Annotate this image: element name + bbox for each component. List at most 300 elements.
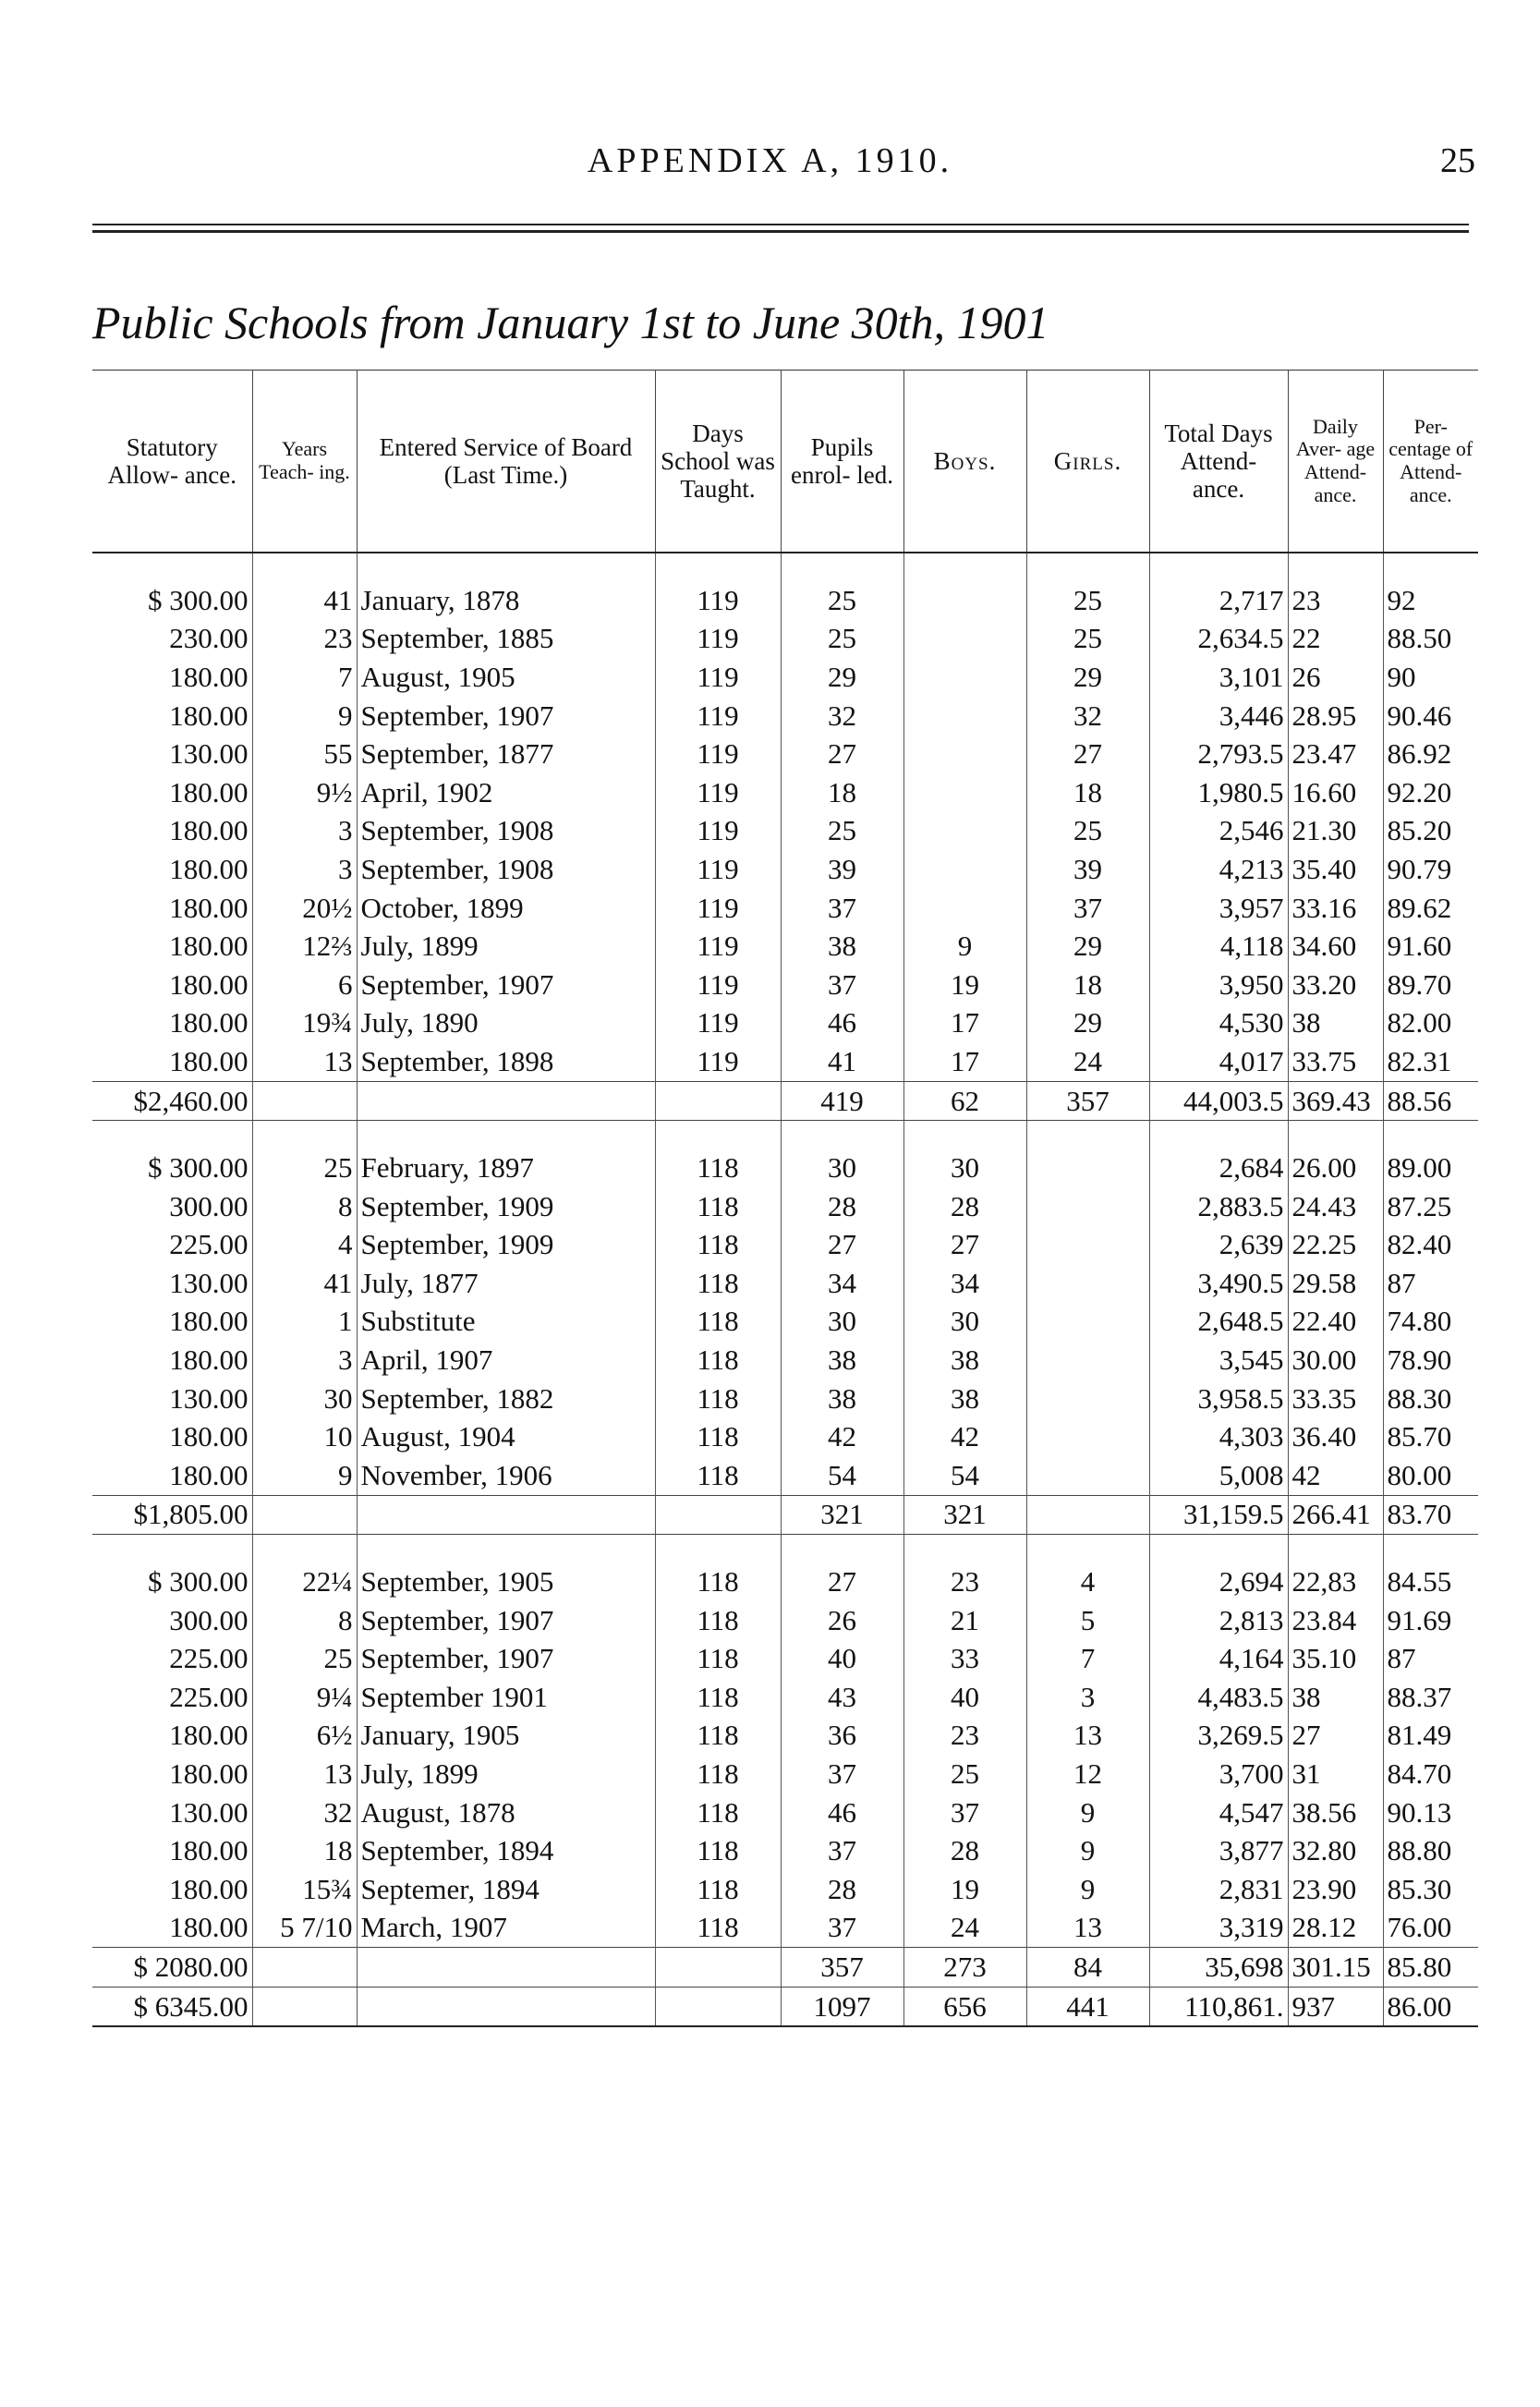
cell-girls (1026, 1380, 1149, 1418)
cell-years: 13 (252, 1042, 357, 1081)
cell-total: 2,546 (1149, 812, 1288, 851)
cell-pupils: 419 (781, 1081, 903, 1121)
cell-girls: 24 (1026, 1042, 1149, 1081)
spacer-cell (252, 1121, 357, 1149)
cell-total: 35,698 (1149, 1948, 1288, 1988)
cell-days: 118 (655, 1909, 781, 1948)
table-row (92, 1870, 1478, 1909)
cell-entered: September, 1907 (357, 1639, 655, 1678)
cell-days: 118 (655, 1562, 781, 1601)
cell-days: 118 (655, 1793, 781, 1832)
group-total-row (92, 1081, 1478, 1121)
cell-boys: 21 (903, 1601, 1026, 1640)
cell-entered (357, 1948, 655, 1988)
cell-entered: September, 1885 (357, 620, 655, 659)
cell-girls: 9 (1026, 1870, 1149, 1909)
cell-days: 119 (655, 735, 781, 773)
cell-total: 3,319 (1149, 1909, 1288, 1948)
cell-boys: 33 (903, 1639, 1026, 1678)
cell-girls: 39 (1026, 850, 1149, 889)
cell-pct: 82.40 (1383, 1226, 1478, 1265)
cell-avg: 28.12 (1288, 1909, 1383, 1948)
spacer-cell (1149, 1535, 1288, 1563)
cell-pupils: 41 (781, 1042, 903, 1081)
cell-avg: 22 (1288, 620, 1383, 659)
cell-days: 119 (655, 812, 781, 851)
cell-avg: 28.95 (1288, 697, 1383, 735)
cell-pupils: 28 (781, 1870, 903, 1909)
cell-total: 3,446 (1149, 697, 1288, 735)
cell-pct: 87 (1383, 1639, 1478, 1678)
spacer-cell (655, 1121, 781, 1149)
cell-years: 8 (252, 1601, 357, 1640)
cell-years (252, 1987, 357, 2026)
cell-entered: July, 1899 (357, 1755, 655, 1793)
cell-girls (1026, 1226, 1149, 1265)
cell-girls: 18 (1026, 773, 1149, 812)
cell-entered: July, 1877 (357, 1264, 655, 1303)
cell-boys: 28 (903, 1187, 1026, 1226)
cell-entered: January, 1878 (357, 581, 655, 620)
cell-boys: 23 (903, 1562, 1026, 1601)
cell-avg: 27 (1288, 1717, 1383, 1756)
cell-pct: 88.50 (1383, 620, 1478, 659)
cell-avg: 33.35 (1288, 1380, 1383, 1418)
cell-pct: 92.20 (1383, 773, 1478, 812)
cell-total: 4,303 (1149, 1417, 1288, 1456)
cell-years: 3 (252, 812, 357, 851)
table-row (92, 1417, 1478, 1456)
cell-entered: July, 1890 (357, 1004, 655, 1043)
cell-days: 119 (655, 1004, 781, 1043)
cell-avg: 21.30 (1288, 812, 1383, 851)
cell-entered: September, 1894 (357, 1831, 655, 1870)
cell-pupils: 321 (781, 1495, 903, 1535)
cell-avg: 23.84 (1288, 1601, 1383, 1640)
cell-girls (1026, 1264, 1149, 1303)
cell-years: 20½ (252, 889, 357, 928)
cell-years: 6½ (252, 1717, 357, 1756)
cell-days (655, 1495, 781, 1535)
cell-allowance: 130.00 (169, 1795, 249, 1829)
cell-years (252, 1081, 357, 1121)
cell-entered (357, 1495, 655, 1535)
cell-pct: 80.00 (1383, 1456, 1478, 1495)
cell-boys (903, 850, 1026, 889)
table-row (92, 735, 1478, 773)
cell-boys: 321 (903, 1495, 1026, 1535)
cell-pct: 86.92 (1383, 735, 1478, 773)
spacer-cell (357, 1535, 655, 1563)
spacer-cell (92, 1121, 252, 1149)
table-row (92, 697, 1478, 735)
cell-days: 118 (655, 1456, 781, 1495)
cell-girls: 84 (1026, 1948, 1149, 1988)
cell-pct: 84.55 (1383, 1562, 1478, 1601)
table-row (92, 1562, 1478, 1601)
spacer-cell (1383, 1535, 1478, 1563)
cell-girls: 9 (1026, 1831, 1149, 1870)
cell-boys (903, 658, 1026, 697)
cell-years: 30 (252, 1380, 357, 1418)
cell-days: 118 (655, 1149, 781, 1187)
cell-boys: 24 (903, 1909, 1026, 1948)
cell-days: 118 (655, 1717, 781, 1756)
spacer-cell (252, 1535, 357, 1563)
cell-entered: September, 1907 (357, 966, 655, 1004)
cell-pct: 86.00 (1383, 1987, 1478, 2026)
cell-avg: 301.15 (1288, 1948, 1383, 1988)
cell-boys: 19 (903, 966, 1026, 1004)
spacer-cell (357, 1121, 655, 1149)
cell-total: 2,813 (1149, 1601, 1288, 1640)
cell-avg: 35.40 (1288, 850, 1383, 889)
header-rule (92, 224, 1469, 225)
cell-pupils: 37 (781, 1909, 903, 1948)
cell-years: 19¾ (252, 1004, 357, 1043)
cell-avg: 42 (1288, 1456, 1383, 1495)
cell-years: 41 (252, 1264, 357, 1303)
cell-pupils: 27 (781, 1226, 903, 1265)
cell-total: 31,159.5 (1149, 1495, 1288, 1535)
cell-allowance: 180.00 (169, 1305, 249, 1338)
table-row (92, 1678, 1478, 1717)
col-girls-label: Girls. (1053, 446, 1122, 475)
spacer-cell (655, 553, 781, 581)
cell-years: 15¾ (252, 1870, 357, 1909)
cell-entered: September, 1909 (357, 1187, 655, 1226)
cell-total: 2,883.5 (1149, 1187, 1288, 1226)
spacer-cell (781, 553, 903, 581)
cell-girls: 37 (1026, 889, 1149, 928)
cell-allowance: 230.00 (169, 622, 249, 655)
cell-pupils: 37 (781, 889, 903, 928)
cell-pupils: 25 (781, 812, 903, 851)
cell-allowance: 180.00 (169, 1006, 249, 1039)
spacer-cell (1026, 1121, 1149, 1149)
cell-avg: 22.40 (1288, 1303, 1383, 1342)
cell-entered: July, 1899 (357, 927, 655, 966)
cell-years: 3 (252, 850, 357, 889)
cell-total: 1,980.5 (1149, 773, 1288, 812)
cell-allowance: 180.00 (169, 1757, 249, 1791)
cell-entered: Septemer, 1894 (357, 1870, 655, 1909)
cell-girls: 441 (1026, 1987, 1149, 2026)
cell-avg: 32.80 (1288, 1831, 1383, 1870)
cell-pct: 90.13 (1383, 1793, 1478, 1832)
cell-years: 5 7/10 (252, 1909, 357, 1948)
cell-girls (1026, 1303, 1149, 1342)
cell-pupils: 43 (781, 1678, 903, 1717)
cell-total: 3,957 (1149, 889, 1288, 928)
cell-girls: 29 (1026, 1004, 1149, 1043)
cell-boys (903, 735, 1026, 773)
cell-boys: 54 (903, 1456, 1026, 1495)
cell-allowance: 180.00 (169, 699, 249, 732)
table-body (92, 553, 1478, 2026)
cell-pupils: 30 (781, 1149, 903, 1187)
cell-avg: 29.58 (1288, 1264, 1383, 1303)
spacer-cell (357, 553, 655, 581)
cell-boys (903, 581, 1026, 620)
table-row (92, 889, 1478, 928)
cell-total: 4,164 (1149, 1639, 1288, 1678)
group-total-row (92, 1948, 1478, 1988)
cell-pct: 78.90 (1383, 1341, 1478, 1380)
cell-pct: 88.80 (1383, 1831, 1478, 1870)
cell-allowance: $ 6345.00 (92, 1987, 252, 2026)
cell-allowance: 300.00 (169, 1603, 249, 1636)
cell-years: 1 (252, 1303, 357, 1342)
cell-girls: 5 (1026, 1601, 1149, 1640)
table-row (92, 1456, 1478, 1495)
cell-avg: 36.40 (1288, 1417, 1383, 1456)
cell-pct: 82.00 (1383, 1004, 1478, 1043)
cell-pct: 87.25 (1383, 1187, 1478, 1226)
cell-entered: February, 1897 (357, 1149, 655, 1187)
cell-days (655, 1948, 781, 1988)
cell-allowance: 130.00 (169, 737, 249, 771)
cell-allowance: 180.00 (169, 775, 249, 808)
group-spacer (92, 1121, 1478, 1149)
cell-boys: 17 (903, 1004, 1026, 1043)
cell-allowance: 300.00 (169, 1189, 249, 1222)
cell-avg: 38 (1288, 1678, 1383, 1717)
cell-boys: 40 (903, 1678, 1026, 1717)
spacer-cell (1026, 1535, 1149, 1563)
cell-days: 118 (655, 1601, 781, 1640)
cell-pct: 92 (1383, 581, 1478, 620)
cell-avg: 30.00 (1288, 1341, 1383, 1380)
cell-pupils: 38 (781, 927, 903, 966)
cell-years: 8 (252, 1187, 357, 1226)
cell-total: 44,003.5 (1149, 1081, 1288, 1121)
cell-entered: September, 1898 (357, 1042, 655, 1081)
cell-boys (903, 889, 1026, 928)
cell-days: 118 (655, 1341, 781, 1380)
cell-allowance: 180.00 (169, 1458, 249, 1491)
cell-total: 2,648.5 (1149, 1303, 1288, 1342)
cell-pupils: 36 (781, 1717, 903, 1756)
cell-pupils: 40 (781, 1639, 903, 1678)
cell-pupils: 46 (781, 1004, 903, 1043)
cell-pupils: 18 (781, 773, 903, 812)
col-boys (903, 371, 1026, 553)
cell-avg: 22.25 (1288, 1226, 1383, 1265)
cell-avg: 38.56 (1288, 1793, 1383, 1832)
table-row (92, 1601, 1478, 1640)
cell-years (252, 1948, 357, 1988)
table-row (92, 658, 1478, 697)
cell-pct: 90.79 (1383, 850, 1478, 889)
attendance-table (92, 370, 1478, 2027)
cell-girls: 13 (1026, 1909, 1149, 1948)
cell-years: 41 (252, 581, 357, 620)
running-title: APPENDIX A, 1910. (587, 141, 953, 180)
cell-avg: 24.43 (1288, 1187, 1383, 1226)
cell-days: 119 (655, 773, 781, 812)
cell-years: 18 (252, 1831, 357, 1870)
cell-girls (1026, 1456, 1149, 1495)
cell-days: 118 (655, 1303, 781, 1342)
cell-entered: April, 1902 (357, 773, 655, 812)
cell-entered: September, 1908 (357, 850, 655, 889)
cell-allowance: 225.00 (169, 1228, 249, 1261)
cell-boys: 30 (903, 1303, 1026, 1342)
cell-pct: 89.62 (1383, 889, 1478, 928)
cell-pct: 85.70 (1383, 1417, 1478, 1456)
cell-pupils: 54 (781, 1456, 903, 1495)
cell-days: 119 (655, 850, 781, 889)
cell-entered (357, 1987, 655, 2026)
cell-days: 119 (655, 581, 781, 620)
cell-boys (903, 697, 1026, 735)
cell-years: 7 (252, 658, 357, 697)
cell-avg: 26 (1288, 658, 1383, 697)
cell-years: 10 (252, 1417, 357, 1456)
cell-pupils: 32 (781, 697, 903, 735)
cell-girls: 25 (1026, 812, 1149, 851)
cell-days: 118 (655, 1678, 781, 1717)
cell-girls (1026, 1495, 1149, 1535)
cell-years: 22¼ (252, 1562, 357, 1601)
cell-allowance: 180.00 (169, 1044, 249, 1077)
cell-girls (1026, 1187, 1149, 1226)
cell-avg: 35.10 (1288, 1639, 1383, 1678)
cell-pct: 82.31 (1383, 1042, 1478, 1081)
spacer-cell (92, 553, 252, 581)
cell-pupils: 26 (781, 1601, 903, 1640)
cell-days: 118 (655, 1226, 781, 1265)
cell-entered: September, 1908 (357, 812, 655, 851)
cell-allowance: 180.00 (169, 891, 249, 924)
cell-girls: 13 (1026, 1717, 1149, 1756)
cell-boys: 30 (903, 1149, 1026, 1187)
spacer-cell (1288, 1535, 1383, 1563)
cell-total: 2,717 (1149, 581, 1288, 620)
cell-pupils: 38 (781, 1341, 903, 1380)
cell-years: 12⅔ (252, 927, 357, 966)
table-row (92, 1380, 1478, 1418)
col-allowance: Statutory Allow- ance. (107, 432, 236, 489)
cell-pupils: 357 (781, 1948, 903, 1988)
col-daily-avg: Daily Aver- age Attend- ance. (1288, 371, 1383, 553)
cell-years: 9¼ (252, 1678, 357, 1717)
cell-avg: 33.75 (1288, 1042, 1383, 1081)
cell-boys: 273 (903, 1948, 1026, 1988)
cell-entered (357, 1081, 655, 1121)
col-entered: Entered Service of Board (Last Time.) (357, 371, 655, 553)
cell-girls: 7 (1026, 1639, 1149, 1678)
cell-total: 110,861. (1149, 1987, 1288, 2026)
cell-avg: 23.47 (1288, 735, 1383, 773)
cell-pupils: 37 (781, 1831, 903, 1870)
cell-entered: March, 1907 (357, 1909, 655, 1948)
cell-years: 25 (252, 1639, 357, 1678)
cell-boys: 34 (903, 1264, 1026, 1303)
cell-days: 118 (655, 1639, 781, 1678)
spacer-cell (1383, 553, 1478, 581)
group-total-row (92, 1495, 1478, 1535)
cell-avg: 266.41 (1288, 1495, 1383, 1535)
cell-entered: September, 1907 (357, 1601, 655, 1640)
cell-allowance: 225.00 (169, 1680, 249, 1713)
cell-total: 3,545 (1149, 1341, 1288, 1380)
spacer-cell (1026, 553, 1149, 581)
cell-girls: 25 (1026, 581, 1149, 620)
cell-total: 3,101 (1149, 658, 1288, 697)
cell-total: 2,634.5 (1149, 620, 1288, 659)
cell-avg: 26.00 (1288, 1149, 1383, 1187)
cell-boys: 28 (903, 1831, 1026, 1870)
table-row (92, 1004, 1478, 1043)
spacer-cell (903, 553, 1026, 581)
cell-entered: January, 1905 (357, 1717, 655, 1756)
cell-allowance: $ 300.00 (148, 1151, 249, 1185)
cell-pupils: 39 (781, 850, 903, 889)
spacer-cell (903, 1121, 1026, 1149)
cell-avg: 31 (1288, 1755, 1383, 1793)
grand-total-row (92, 1987, 1478, 2026)
cell-pct: 89.00 (1383, 1149, 1478, 1187)
cell-entered: September, 1877 (357, 735, 655, 773)
cell-years: 13 (252, 1755, 357, 1793)
cell-boys (903, 812, 1026, 851)
cell-total: 2,639 (1149, 1226, 1288, 1265)
cell-days: 118 (655, 1831, 781, 1870)
cell-days: 119 (655, 927, 781, 966)
cell-pupils: 38 (781, 1380, 903, 1418)
cell-boys: 23 (903, 1717, 1026, 1756)
table-row (92, 773, 1478, 812)
table-row (92, 1042, 1478, 1081)
cell-allowance: 180.00 (169, 660, 249, 693)
header-rule-thick (92, 230, 1469, 233)
cell-pct: 90.46 (1383, 697, 1478, 735)
cell-total: 5,008 (1149, 1456, 1288, 1495)
cell-allowance: 180.00 (169, 1343, 249, 1377)
spacer-cell (1288, 553, 1383, 581)
cell-total: 4,118 (1149, 927, 1288, 966)
table-row (92, 1149, 1478, 1187)
cell-entered: August, 1878 (357, 1793, 655, 1832)
cell-years: 55 (252, 735, 357, 773)
cell-total: 2,694 (1149, 1562, 1288, 1601)
cell-avg: 23.90 (1288, 1870, 1383, 1909)
cell-total: 3,877 (1149, 1831, 1288, 1870)
cell-avg: 22,83 (1288, 1562, 1383, 1601)
cell-total: 4,017 (1149, 1042, 1288, 1081)
cell-allowance: 130.00 (169, 1266, 249, 1299)
cell-pupils: 37 (781, 966, 903, 1004)
cell-total: 2,793.5 (1149, 735, 1288, 773)
cell-days (655, 1987, 781, 2026)
cell-avg: 34.60 (1288, 927, 1383, 966)
cell-pct: 85.30 (1383, 1870, 1478, 1909)
cell-allowance: 180.00 (169, 852, 249, 885)
cell-boys (903, 620, 1026, 659)
cell-days: 118 (655, 1264, 781, 1303)
table-title: Public Schools from January 1st to June 30th, 1901 (92, 297, 1049, 348)
spacer-cell (1383, 1121, 1478, 1149)
cell-girls: 12 (1026, 1755, 1149, 1793)
cell-boys: 9 (903, 927, 1026, 966)
col-girls (1026, 371, 1149, 553)
cell-girls: 32 (1026, 697, 1149, 735)
cell-allowance: 180.00 (169, 1719, 249, 1752)
cell-entered: August, 1904 (357, 1417, 655, 1456)
cell-total: 4,213 (1149, 850, 1288, 889)
